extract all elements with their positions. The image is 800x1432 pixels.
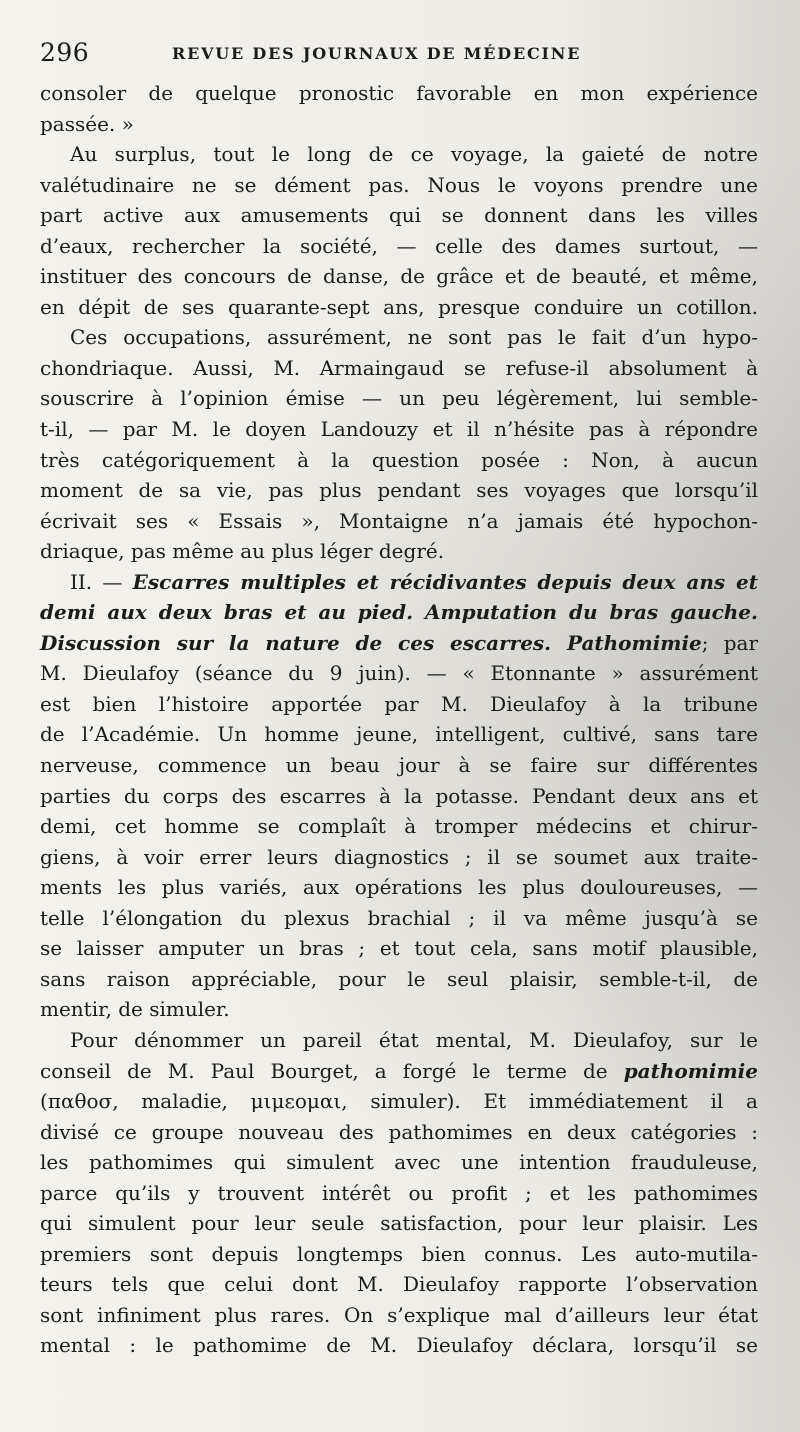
body-text: [40, 78, 758, 1361]
text-line: consoler de quelque pronostic favorable en mon expérience: [40, 81, 758, 105]
page-header: [40, 38, 760, 68]
text-line: conseil de M. Paul Bourget, a forgé le terme de pathomimie: [40, 1058, 758, 1083]
text-line: sont infiniment plus rares. On s’explique mal d’ailleurs leur état: [40, 1302, 758, 1327]
text-line: parties du corps des escarres à la potasse. Pendant deux ans et: [40, 783, 758, 808]
text-line: parce qu’ils y trouvent intérêt ou profit ; et les pathomimes: [40, 1180, 758, 1205]
text-line: chondriaque. Aussi, M. Armaingaud se refuse-il absolument à: [40, 355, 758, 380]
text-line: telle l’élongation du plexus brachial ; il va même jusqu’à se: [40, 905, 758, 930]
text-line: valétudinaire ne se dément pas. Nous le voyons prendre une: [40, 172, 758, 197]
section-heading-line: demi aux deux bras et au pied. Amputation du bras gauche.: [40, 600, 758, 625]
text-line: se laisser amputer un bras ; et tout cela, sans motif plausible,: [40, 936, 758, 961]
section-heading-line: Discussion sur la nature de ces escarres. Pathomimie; par: [40, 630, 758, 655]
text-line: Ces occupations, assurément, ne sont pas le fait d’un hypo-: [70, 325, 758, 350]
text-line: M. Dieulafoy (séance du 9 juin). — « Etonnante » assurément: [40, 661, 758, 686]
text-line: Pour dénommer un pareil état mental, M. Dieulafoy, sur le: [70, 1027, 758, 1052]
text-line: très catégoriquement à la question posée : Non, à aucun: [40, 447, 758, 472]
text-line: divisé ce groupe nouveau des pathomimes en deux catégories :: [40, 1119, 758, 1144]
text-line: passée. »: [40, 111, 134, 136]
text-line: part active aux amusements qui se donnent dans les villes: [40, 203, 758, 228]
text-line: instituer des concours de danse, de grâce et de beauté, et même,: [40, 264, 758, 289]
text-line: moment de sa vie, pas plus pendant ses voyages que lorsqu’il: [40, 478, 758, 503]
text-line: premiers sont depuis longtemps bien connus. Les auto-mutila-: [40, 1241, 758, 1266]
text-line: qui simulent pour leur seule satisfaction, pour leur plaisir. Les: [40, 1211, 758, 1236]
section-heading-line: II. — Escarres multiples et récidivantes depuis deux ans et: [70, 569, 758, 594]
text-line: Au surplus, tout le long de ce voyage, la gaieté de notre: [70, 142, 758, 167]
text-line: de l’Académie. Un homme jeune, intelligent, cultivé, sans tare: [40, 722, 758, 747]
text-line: ments les plus variés, aux opérations les plus douloureuses, —: [40, 875, 758, 900]
text-line: (παθοσ, maladie, μιμεομαι, simuler). Et immédiatement il a: [40, 1089, 758, 1114]
running-title: REVUE DES JOURNAUX DE MÉDECINE: [172, 44, 582, 63]
text-line: écrivait ses « Essais », Montaigne n’a jamais été hypochon-: [40, 508, 758, 533]
text-line: mental : le pathomime de M. Dieulafoy déclara, lorsqu’il se: [40, 1333, 758, 1358]
text-line: souscrire à l’opinion émise — un peu légèrement, lui semble-: [40, 386, 758, 411]
text-line: mentir, de simuler.: [40, 997, 230, 1022]
text-line: d’eaux, rechercher la société, — celle des dames surtout, —: [40, 233, 758, 258]
text-line: teurs tels que celui dont M. Dieulafoy rapporte l’observation: [40, 1272, 758, 1297]
text-line: driaque, pas même au plus léger degré.: [40, 539, 445, 564]
text-line: sans raison appréciable, pour le seul plaisir, semble-t-il, de: [40, 966, 758, 991]
text-line: est bien l’histoire apportée par M. Dieulafoy à la tribune: [40, 691, 758, 716]
text-line: giens, à voir errer leurs diagnostics ; il se soumet aux traite-: [40, 844, 758, 869]
text-line: demi, cet homme se complaît à tromper médecins et chirur-: [40, 814, 758, 839]
text-line: t-il, — par M. le doyen Landouzy et il n’hésite pas à répondre: [40, 417, 758, 442]
text-line: les pathomimes qui simulent avec une intention frauduleuse,: [40, 1150, 758, 1175]
text-line: nerveuse, commence un beau jour à se faire sur différentes: [40, 753, 758, 778]
page-number: 296: [40, 38, 90, 67]
text-line: en dépit de ses quarante-sept ans, presque conduire un cotillon.: [40, 294, 758, 319]
